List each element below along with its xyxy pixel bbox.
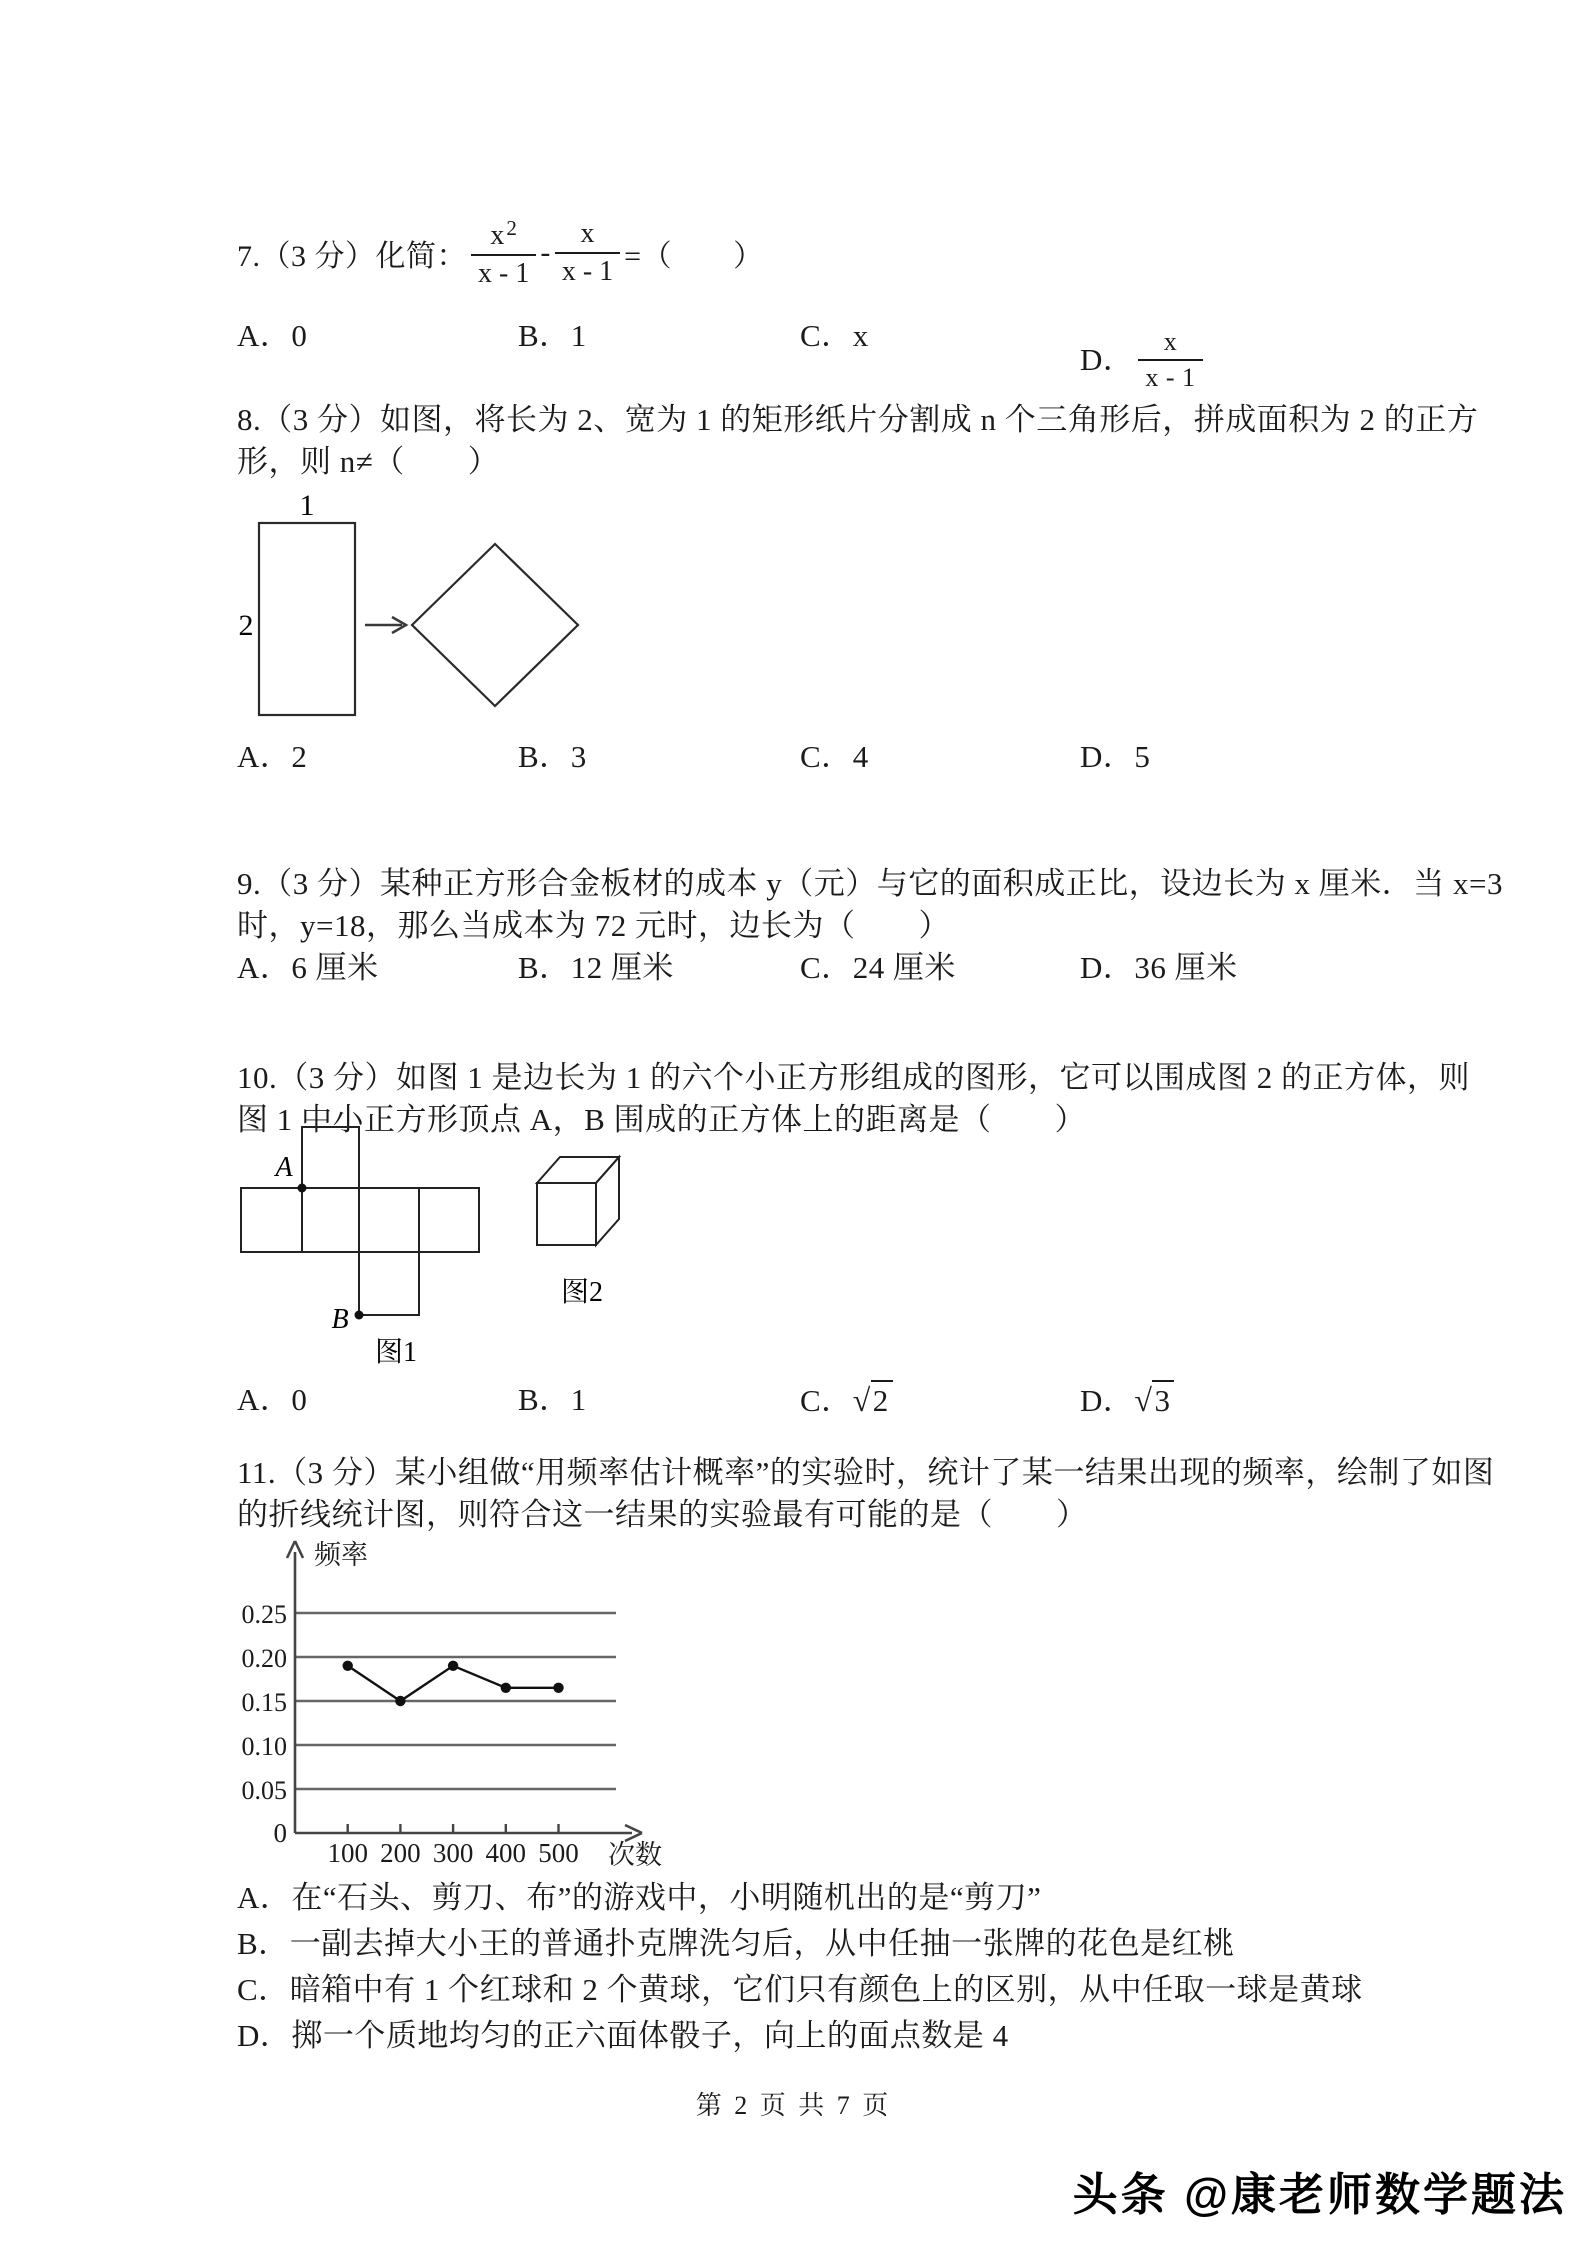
question-10-line1: 10.（3 分）如图 1 是边长为 1 的六个小正方形组成的图形，它可以围成图 2 的正方体，则 <box>237 1060 1470 1095</box>
q9-option-c: C．24 厘米 <box>800 950 956 985</box>
q8-rectangle <box>259 523 355 715</box>
q9-option-a: A．6 厘米 <box>237 950 379 985</box>
q10-point-b-dot <box>355 1311 364 1320</box>
question-8-line1: 8.（3 分）如图，将长为 2、宽为 1 的矩形纸片分割成 n 个三角形后，拼成面积为 2 的正方 <box>237 402 1479 437</box>
x-tick-label: 500 <box>538 1838 579 1868</box>
q8-arrow-icon <box>365 617 406 633</box>
q7-fraction-2: $\frac{x}{x - 1}$ <box>555 220 620 286</box>
q7-option-d: D． $\frac{x}{x - 1}$ <box>1080 329 1207 391</box>
frequency-line <box>348 1666 559 1701</box>
data-point <box>343 1661 353 1671</box>
q9-option-b: B．12 厘米 <box>518 950 674 985</box>
q7-frac1-exponent: 2 <box>506 216 517 240</box>
x-tick-label: 400 <box>485 1838 527 1868</box>
question-9-options <box>237 947 1517 1037</box>
q11-option-c: C．暗箱中有 1 个红球和 2 个黄球，它们只有颜色上的区别，从中任取一球是黄球 <box>237 1972 1363 2007</box>
q7-option-d-fraction: $\frac{x}{x - 1}$ <box>1138 329 1202 391</box>
question-9-line1: 9.（3 分）某种正方形合金板材的成本 y（元）与它的面积成正比，设边长为 x 厘米．当 x=3 <box>237 866 1503 901</box>
q10-fig1-caption: 图1 <box>374 1337 418 1368</box>
data-point <box>395 1696 405 1706</box>
q10-fig2-caption: 图2 <box>560 1277 604 1308</box>
question-7-stem <box>237 203 764 303</box>
x-tick-label: 100 <box>327 1838 368 1868</box>
question-8-options <box>237 736 1517 826</box>
x-tick-label: 200 <box>380 1838 421 1868</box>
page-number-footer: 第 2 页 共 7 页 <box>695 2091 892 2120</box>
q7-stem-text: 7.（3 分）化简： <box>237 240 467 273</box>
question-11-line2: 的折线统计图，则符合这一结果的实验最有可能的是（ ） <box>237 1497 1088 1532</box>
q10-cube <box>537 1157 619 1245</box>
question-9-line2: 时，y=18，那么当成本为 72 元时，边长为（ ） <box>237 908 950 943</box>
q8-diamond-square <box>412 544 578 706</box>
watermark-text: 头条 @康老师数学题法 <box>1072 2169 1567 2220</box>
data-point <box>501 1683 511 1693</box>
y-tick-label: 0.25 <box>241 1600 287 1629</box>
origin-label: 0 <box>273 1818 287 1848</box>
q10-option-c: C．√2 <box>800 1379 893 1422</box>
q10-sqrt3-radical: √ <box>1134 1382 1153 1418</box>
y-tick-label: 0.20 <box>241 1644 287 1673</box>
q10-point-a-dot <box>298 1184 307 1193</box>
q8-width-label: 1 <box>299 489 315 522</box>
question-7-options <box>237 315 1517 405</box>
y-axis-title: 频率 <box>314 1540 368 1570</box>
q11-option-a: A．在“石头、剪刀、布”的游戏中，小明随机出的是“剪刀” <box>237 1880 1042 1915</box>
question-11-line1: 11.（3 分）某小组做“用频率估计概率”的实验时，统计了某一结果出现的频率，绘制了如图 <box>237 1455 1495 1490</box>
y-tick-label: 0.05 <box>241 1776 287 1805</box>
q11-option-b: B．一副去掉大小王的普通扑克牌洗匀后，从中任抽一张牌的花色是红桃 <box>237 1926 1235 1961</box>
y-tick-label: 0.10 <box>241 1732 287 1761</box>
q8-figure-rectangle-to-square <box>230 485 590 725</box>
q7-fraction-1: $\frac{x^2}{x - 1}$ <box>471 218 536 288</box>
q10-option-b: B．1 <box>518 1382 587 1417</box>
q10-point-b-label: B <box>331 1304 349 1335</box>
q10-point-a-label: A <box>275 1152 293 1183</box>
q8-height-label: 2 <box>238 609 254 642</box>
q10-figure-cube-net <box>230 1120 650 1380</box>
q7-equals-blank: =（ ） <box>624 240 764 273</box>
q7-minus-sign: - <box>540 236 551 269</box>
q9-option-d: D．36 厘米 <box>1080 950 1238 985</box>
q10-sqrt2-radical: √ <box>852 1382 871 1418</box>
x-tick-label: 300 <box>432 1838 474 1868</box>
question-10-line2: 图 1 中小正方形顶点 A，B 围成的正方体上的距离是（ ） <box>237 1102 1087 1137</box>
data-point <box>448 1661 458 1671</box>
question-11-options <box>237 1875 1517 2059</box>
q7-option-c: C．x <box>800 318 869 353</box>
q8-option-d: D．5 <box>1080 739 1151 774</box>
q8-option-c: C．4 <box>800 739 869 774</box>
q10-option-d: D．√3 <box>1080 1379 1174 1422</box>
question-8-line2: 形，则 n≠（ ） <box>237 444 500 479</box>
q8-option-b: B．3 <box>518 739 587 774</box>
q7-option-a: A．0 <box>237 318 308 353</box>
q7-option-b: B．1 <box>518 318 587 353</box>
y-tick-label: 0.15 <box>241 1688 287 1717</box>
q11-option-d: D．掷一个质地均匀的正六面体骰子，向上的面点数是 4 <box>237 2018 1009 2053</box>
q11-frequency-line-chart <box>230 1536 690 1876</box>
data-point <box>553 1683 563 1693</box>
q8-option-a: A．2 <box>237 739 308 774</box>
q10-option-a: A．0 <box>237 1382 308 1417</box>
x-axis-title: 次数 <box>608 1840 662 1870</box>
